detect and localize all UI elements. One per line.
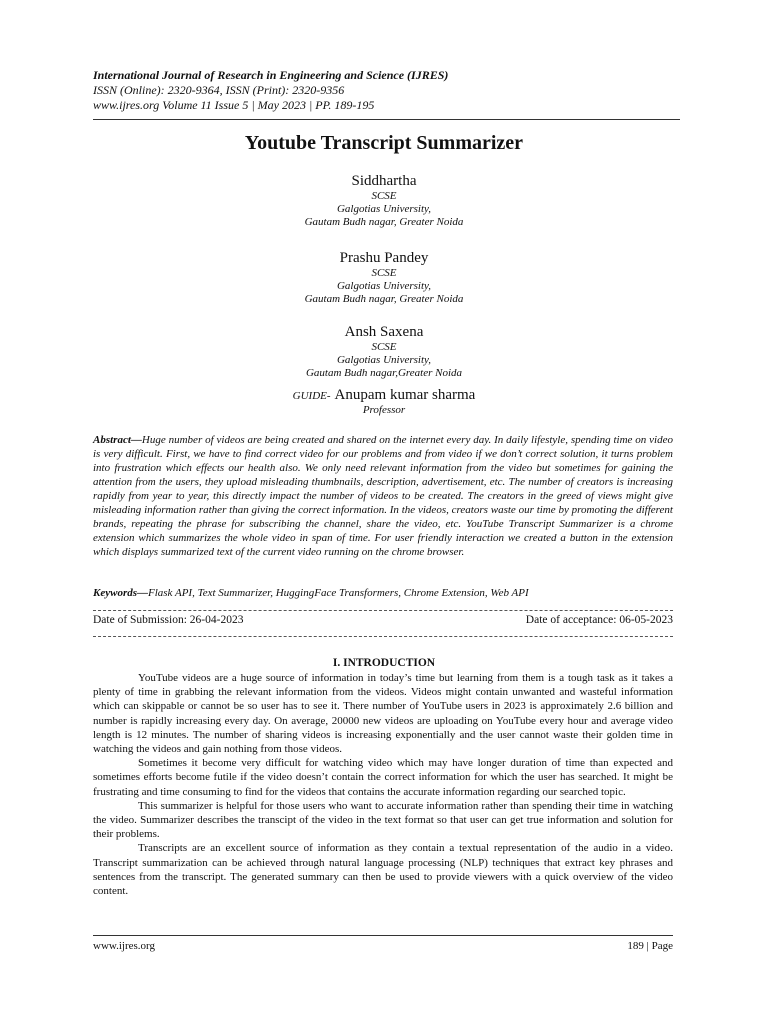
abstract-label: Abstract—	[93, 434, 142, 446]
guide-name: Anupam kumar sharma	[334, 387, 476, 403]
dashed-divider	[93, 636, 673, 637]
footer-site: www.ijres.org	[93, 940, 156, 952]
section-heading: I. INTRODUCTION	[332, 657, 436, 669]
submission-date: Date of Submission: 26-04-2023	[93, 614, 244, 626]
author-name: Prashu Pandey	[339, 250, 429, 266]
dates-row	[93, 614, 673, 626]
author-university: Galgotias University,	[336, 203, 432, 215]
keywords-text: Flask API, Text Summarizer, HuggingFace Transformers, Chrome Extension, Web API	[148, 587, 529, 599]
author-dept: SCSE	[371, 267, 397, 279]
author-university: Galgotias University,	[336, 280, 432, 292]
guide-role: Professor	[362, 404, 406, 416]
author-name: Ansh Saxena	[344, 324, 424, 340]
author-block	[0, 323, 768, 380]
author-dept: SCSE	[371, 190, 397, 202]
guide-block	[0, 386, 768, 417]
author-location: Gautam Budh nagar,Greater Noida	[305, 367, 463, 379]
keywords-label: Keywords—	[93, 587, 148, 599]
page-footer	[93, 940, 673, 952]
page-number: 189 | Page	[627, 940, 673, 952]
paragraph: Transcripts are an excellent source of information as they contain a textual representation of the audio in a video. Transcript summarization can be achieved through natural language processing (NLP) techniques that extract key phrases and sentences from the transcript. The generated summary can then be used to provide viewers with a quick overview of the video content.	[93, 842, 673, 898]
author-dept: SCSE	[371, 341, 397, 353]
dashed-divider	[93, 610, 673, 611]
author-location: Gautam Budh nagar, Greater Noida	[304, 216, 464, 228]
abstract-text: Huge number of videos are being created and shared on the internet every day. In daily lifestyle, spending time on video is very difficult. First, we have to find correct video for our problems and from video if we don’t correct solution, it turns problem into frustration which effects our health also. We only need relevant information from the video but sometimes for gaining the attention from the users, they upload misleading thumbnails, description, advertisement, etc. The number of creators is increasing rapidly from year to year, this directly impact the number of videos to be created. The creators in the greed of views might give misleading information rather than giving the correct information. In the videos, creators waste our time by promoting the different brands, repeating the phrase for subscribing the channel, share the video, etc. YouTube Transcript Summarizer is a chrome extension which summarizes the whole video in span of time. For user friendly interaction we created a button in the extension which displays summarized text of the current video running on the chrome browser.	[93, 434, 673, 558]
acceptance-date: Date of acceptance: 06-05-2023	[525, 614, 673, 626]
journal-volume: www.ijres.org Volume 11 Issue 5 | May 2023 | PP. 189-195	[93, 98, 375, 112]
keywords	[93, 586, 673, 600]
paragraph: YouTube videos are a huge source of information in today’s time but learning from them is a tough task as it takes a plenty of time in grabbing the relevant information from the videos. Videos might contain unwanted and wasteful information which can skippable or cannot be so user has to see it. There number of YouTube users in 2023 is approximately 2.6 billion and number is rapidly increasing every day. On average, 20000 new videos are uploading on YouTube every hour and average video length is 12 minutes. The number of sharing videos is increasing exponentially and the user cannot waste their golden time in watching the videos and gain nothing from those videos.	[93, 672, 673, 756]
paragraph: Sometimes it become very difficult for watching video which may have longer duration of time than expected and sometimes efforts become futile if the video doesn’t contain the correct information for which the user has searched. It might be frustrating and time consuming to find for the videos that contains the accurate information regarding our searched topic.	[93, 757, 673, 798]
author-block	[0, 172, 768, 229]
journal-name: International Journal of Research in Engineering and Science (IJRES)	[93, 68, 449, 82]
author-block	[0, 249, 768, 306]
guide-label: GUIDE-	[292, 390, 331, 402]
header-rule	[93, 119, 680, 120]
abstract	[93, 433, 673, 559]
journal-issn: ISSN (Online): 2320-9364, ISSN (Print): 2320-9356	[93, 83, 345, 97]
journal-header	[93, 68, 653, 113]
footer-rule	[93, 935, 673, 936]
introduction-body	[93, 671, 673, 898]
author-location: Gautam Budh nagar, Greater Noida	[304, 293, 464, 305]
author-university: Galgotias University,	[336, 354, 432, 366]
author-name: Siddhartha	[351, 173, 417, 189]
paragraph: This summarizer is helpful for those users who want to accurate information rather than spending their time in watching the video. Summarizer describes the transcipt of the video in the text format so that user can get true information and solution for their problems.	[93, 799, 673, 841]
paper-title: Youtube Transcript Summarizer	[244, 132, 524, 154]
